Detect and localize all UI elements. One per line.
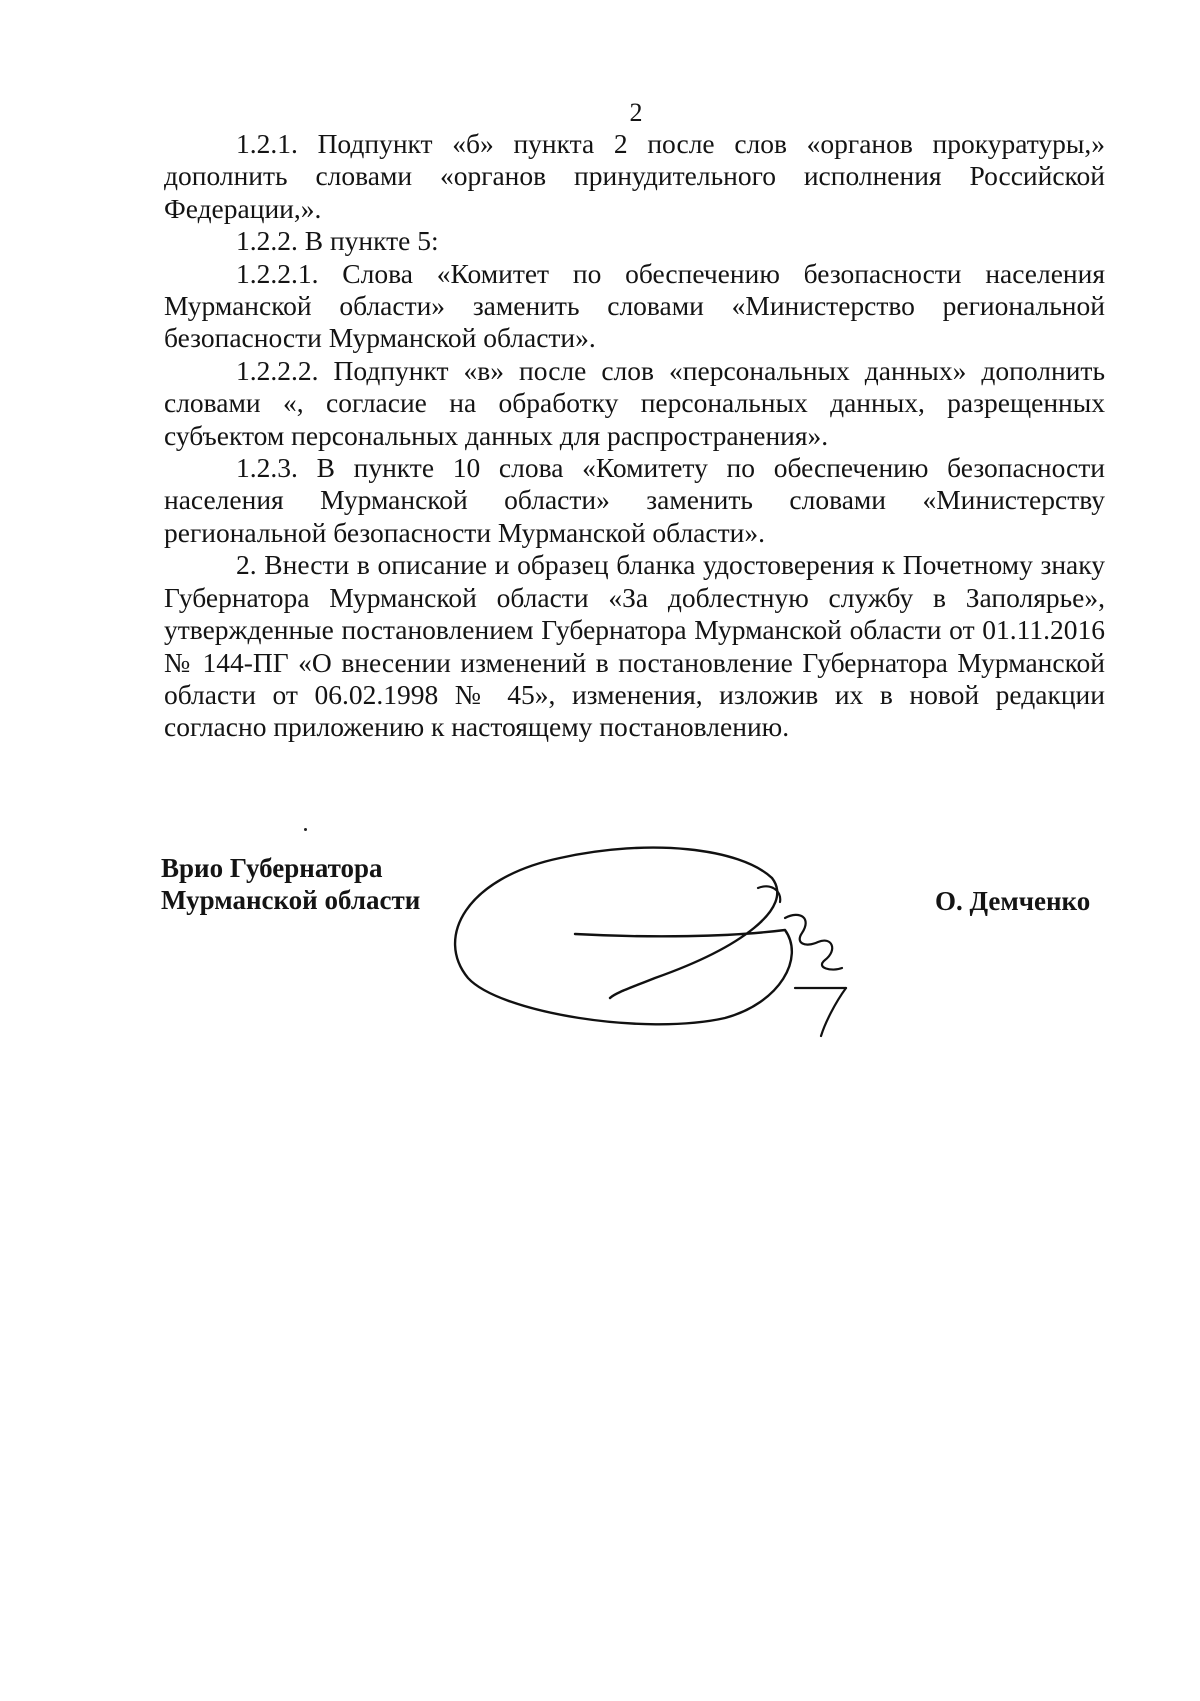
paragraph-2: 2. Внести в описание и образец бланка удостоверения к Почетному знаку Губернатора Мурманской области «За доблестную службу в Заполярье», утвержденные постановлением Губернатора Мурманской области от 01.11.2016 № 144-ПГ «О внесении изменений в постановление Губернатора Мурманской области от 06.02.1998 № 45», изменения, изложив их в новой редакции согласно приложению к настоящему постановлению.	[164, 549, 1105, 743]
page-number: 2	[629, 98, 643, 127]
paragraph-1-2-3: 1.2.3. В пункте 10 слова «Комитету по обеспечению безопасности населения Мурманской области» заменить словами «Министерству региональной безопасности Мурманской области».	[164, 452, 1105, 548]
signer-title-line-1: Врио Губернатора	[161, 853, 383, 883]
signer-title	[161, 852, 420, 916]
ink-speck	[304, 828, 307, 831]
paragraph-1-2-1: 1.2.1. Подпункт «б» пункта 2 после слов «органов прокуратуры,» дополнить словами «органов принудительного исполнения Российской Федерации,».	[164, 128, 1105, 224]
signer-title-line-2: Мурманской области	[161, 885, 421, 915]
paragraph-1-2-2-1: 1.2.2.1. Слова «Комитет по обеспечению безопасности населения Мурманской области» заменить словами «Министерство региональной безопасности Мурманской области».	[164, 257, 1105, 354]
paragraph-1-2-2: 1.2.2. В пункте 5:	[236, 225, 439, 257]
paragraph-1-2-2-2: 1.2.2.2. Подпункт «в» после слов «персональных данных» дополнить словами «, согласие на обработку персональных данных, разрещенных субъектом персональных данных для распространения».	[164, 354, 1105, 451]
signer-name: О. Демченко	[935, 886, 1091, 916]
document-body	[164, 128, 1105, 744]
handwritten-signature	[440, 838, 920, 1038]
